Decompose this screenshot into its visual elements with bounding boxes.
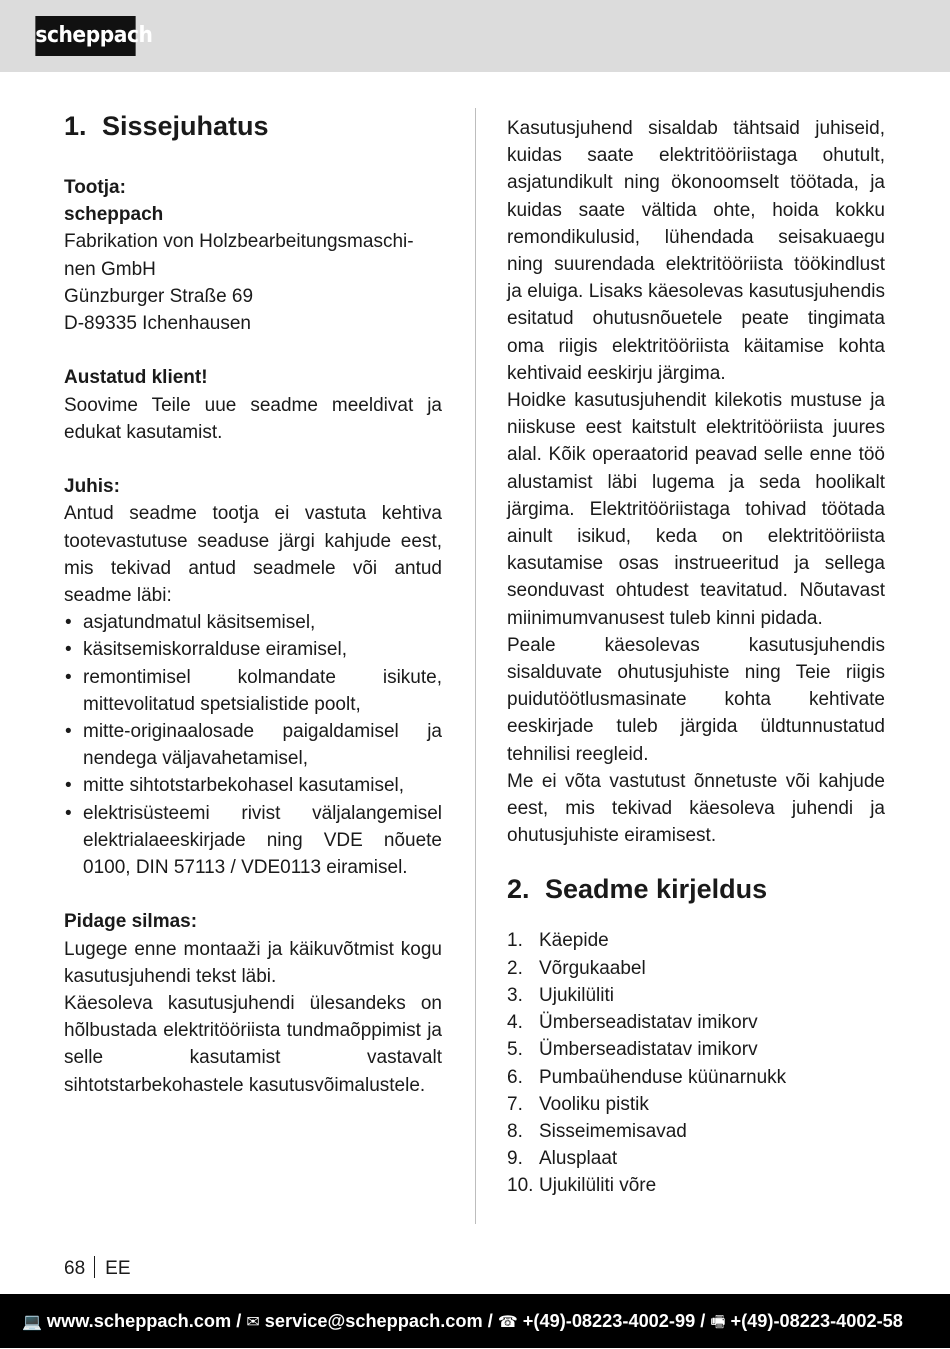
email-link[interactable]: service@scheppach.com [264,1311,483,1331]
section-2-title: Seadme kirjeldus [545,874,768,905]
footer-separator: / [231,1311,247,1331]
footer-separator: / [482,1311,498,1331]
part-label: Ümberseadistatav imikorv [539,1012,758,1034]
part-number: 8. [507,1120,523,1142]
part-number: 2. [507,957,523,979]
section-2-heading [507,871,885,907]
attention-paragraph: Käesoleva kasutusjuhendi ülesandeks on hõlbustada elektritööriista tundmaõppimist ja selle kasutamist vastavalt sihtotstarbekohastele kasutusvõimalustele. [64,993,442,1096]
part-label: Vooliku pistik [539,1093,649,1115]
part-label: Võrgukaabel [539,957,646,979]
body-paragraph: Me ei võta vastutust õnnetuste või kahjude eest, mis tekivad käesoleva juhendi ja ohutusjuhiste eiramisest. [507,770,885,847]
attention-paragraph: Lugege enne montaaži ja käikuvõtmist kogu kasutusjuhendi tekst läbi. [64,938,442,987]
website-link[interactable]: www.scheppach.com [46,1311,232,1331]
address-line: nen GmbH [64,258,156,280]
note-heading: Juhis: [64,476,120,498]
list-item [507,927,885,954]
page-number-separator [94,1256,95,1278]
part-number: 4. [507,1012,523,1034]
part-label: Pumbaühenduse küünarnukk [539,1066,787,1088]
section-1-title: Sissejuhatus [102,111,269,141]
list-item [507,955,885,982]
right-column [507,115,885,1200]
list-item: • mitte sihtotstarbekohasel kasutamisel, [64,772,442,799]
part-label: Alusplaat [539,1148,618,1170]
part-number: 10. [507,1175,534,1197]
footer-separator: / [695,1311,711,1331]
scheppach-logo: scheppach [35,16,135,56]
phone-icon: ☎ [497,1312,518,1331]
list-item [507,1009,885,1036]
page-footer [0,1294,950,1348]
part-number: 3. [507,984,523,1006]
address-line: D-89335 Ichenhausen [64,313,251,335]
part-number: 1. [507,930,523,952]
section-1-number: 1. [64,111,87,141]
list-item [507,1145,885,1172]
page-header [0,0,950,72]
list-item: • käsitsemiskorralduse eiramisel, [64,636,442,663]
list-item: • mitte-originaalosade paigaldamisel ja nendega väljavahetamisel, [64,718,442,772]
list-item [507,982,885,1009]
page-number-value: 68 [64,1258,86,1279]
page-number [64,1256,131,1281]
body-paragraph: Peale käesolevas kasutusjuhendis sisalduvate ohutusjuhiste ning Teie riigis puidutöötlusmasinate kohta kehtivate eeskirjade tuleb järgida üldtunnustatud tehnilisi reegleid. [507,634,885,765]
part-label: Ujukilüliti [539,984,614,1006]
part-number: 9. [507,1148,523,1170]
note-text: Antud seadme tootja ei vastuta kehtiva tootevastutuse seaduse järgi kahjude eest, mis tekivad antud seadmele või antud seadme läbi: [64,503,442,607]
section-2-number: 2. [507,874,530,905]
body-paragraph: Hoidke kasutusjuhendit kilekotis mustuse ja niiskuse eest kaitstult elektritööriista juures alal. Kõik operaatorid peavad selle enne töö alustamist läbi lugema ja seda hoolikalt järgima. Elektritööriistaga tohivad töötada ainult isikud, keda on elektritööriista kasutamise osas instrueeritud ja sellega seonduvast ohtudest teavitatud. Nõutavast miinimumvanusest tuleb kinni pidada. [507,390,885,629]
part-number: 5. [507,1039,523,1061]
contact-line [22,1294,903,1349]
attention-heading: Pidage silmas: [64,911,198,933]
computer-icon: 💻 [22,1312,42,1331]
body-paragraph: Kasutusjuhend sisaldab tähtsaid juhiseid, kuidas saate elektritööriistaga ohutult, asjatundikult ning ökonoomselt töötada, ja kuidas saate vältida ohte, hoida kokku remondikulusid, lühendada seisakuaegu ning suurendada elektritööriista töökindlust ja eluiga. Lisaks käesolevas kasutusjuhendis esitatud ohutusnõuetele peate tingimata oma riigis elektritööriista käitamise kohta kehtivaid eeskirju järgima. [507,118,885,384]
fax-icon: 🖷 [710,1312,726,1331]
manufacturer-name: scheppach [64,204,164,226]
list-item [507,1118,885,1145]
page-language: EE [105,1258,131,1279]
parts-list [507,927,885,1199]
list-item: • remontimisel kolmandate isikute, mittevolitatud spetsialistide poolt, [64,664,442,718]
left-column [64,108,442,1099]
list-item [507,1036,885,1063]
address-line: Günzburger Straße 69 [64,285,254,307]
part-label: Käepide [539,930,609,952]
column-divider [475,108,476,1224]
section-1-heading [64,108,442,144]
phone-number: +(49)-08223-4002-99 [522,1311,696,1331]
greeting-heading: Austatud klient! [64,367,208,389]
address-line: Fabrikation von Holzbearbeitungsmaschi- [64,231,414,253]
mail-icon: ✉ [246,1312,260,1331]
part-label: Sisseimemisavad [539,1120,687,1142]
part-label: Ujukilüliti võre [539,1175,657,1197]
fax-number: +(49)-08223-4002-58 [730,1311,903,1331]
part-number: 7. [507,1093,523,1115]
liability-list [64,609,442,881]
list-item: • asjatundmatul käsitsemisel, [64,609,442,636]
manufacturer-heading: Tootja: [64,177,126,198]
list-item [507,1091,885,1118]
list-item [507,1064,885,1091]
list-item: • elektrisüsteemi rivist väljalangemisel elektrialaeeskirjade ning VDE nõuete 0100, DIN 57113 / VDE0113 eiramisel. [64,800,442,882]
greeting-text: Soovime Teile uue seadme meeldivat ja edukat kasutamist. [64,394,442,443]
part-label: Ümberseadistatav imikorv [539,1039,758,1061]
list-item [507,1172,885,1199]
part-number: 6. [507,1066,523,1088]
